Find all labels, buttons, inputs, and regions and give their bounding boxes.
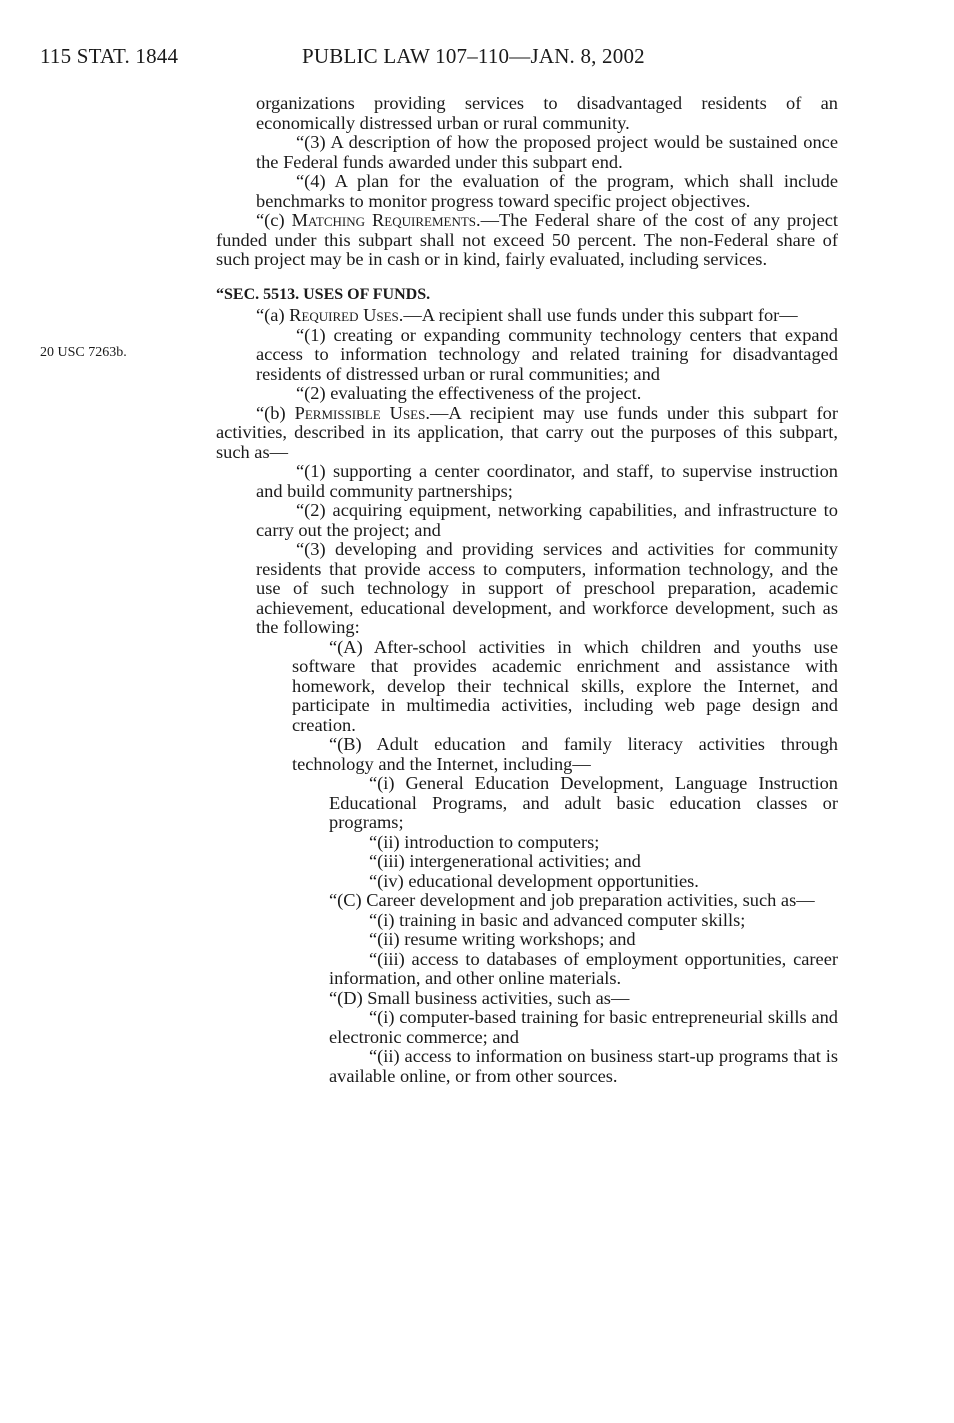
clause-B-iv: “(iv) educational development opportunities. [369,870,699,891]
subsection-label: “(a) [256,305,290,325]
subsection-label: “(b) [256,402,295,423]
paragraph-b3-item: “(3) A description of how the proposed project would be sustained once the Federal funds awarded under this subpart end. [256,132,838,172]
subsection-label: “(c) [256,210,292,230]
paragraph-b4-item: “(4) A plan for the evaluation of the program, which shall include benchmarks to monitor progress toward specific project objectives. [256,171,838,211]
clause-D-i: “(i) computer-based training for basic entrepreneurial skills and electronic commerce; and [329,1007,838,1047]
clause-B-i: “(i) General Education Development, Language Instruction Educational Programs, and adult basic education classes or programs; [329,773,838,832]
stat-page-number: 115 STAT. 1844 [40,44,179,68]
margin-citation: 20 USC 7263b. [40,345,127,360]
subsection-heading: Permissible Uses. [294,402,430,423]
subsection-a [216,306,838,326]
subparagraph-D: “(D) Small business activities, such as— [329,987,630,1008]
paragraph-a1: “(1) creating or expanding community technology centers that expand access to information technology and related training for disadvantaged residents of distressed urban or rural communities; and [256,324,838,384]
document-body [216,94,838,1086]
subparagraph-C: “(C) Career development and job preparation activities, such as— [329,890,815,910]
subparagraph-B: “(B) Adult education and family literacy activities through technology and the Internet, including— [292,734,838,774]
subsection-heading: Required Uses. [289,305,404,325]
paragraph-a2: “(2) evaluating the effectiveness of the project. [296,383,642,403]
subsection-heading: Matching Requirements. [291,210,481,230]
paragraph-b1: “(1) supporting a center coordinator, and staff, to supervise instruction and build community partnerships; [256,461,838,501]
paragraph-b3: “(3) developing and providing services and activities for community residents that provide access to computers, information technology, and the use of such technology in support of preschool preparation, academic achievement, educational development, and workforce development, such as the following: [256,539,838,637]
clause-C-ii: “(ii) resume writing workshops; and [369,929,636,949]
section-heading: “SEC. 5513. USES OF FUNDS. [216,285,431,303]
clause-C-i: “(i) training in basic and advanced computer skills; [369,909,746,930]
subsection-text: —The Federal share of the cost of any project funded under this subpart shall not exceed 50 percent. The non-Federal share of such project may be in cash or in kind, fairly evaluated, including services. [216,210,839,269]
subparagraph-A: “(A) After-school activities in which children and youths use software that provides academic enrichment and assistance with homework, develop their technical skills, explore the Internet, and participate in multimedia activities, including web page design and creation. [292,636,838,735]
clause-B-ii: “(ii) introduction to computers; [369,831,600,852]
subsection-text: —A recipient shall use funds under this subpart for— [403,305,798,325]
law-title: PUBLIC LAW 107–110—JAN. 8, 2002 [302,44,645,68]
subsection-text: —A recipient may use funds under this subpart for activities, described in its application, that carry out the purposes of this subpart, such as— [216,402,838,462]
clause-D-ii: “(ii) access to information on business start-up programs that is available online, or from other sources. [329,1046,838,1086]
paragraph-b2: “(2) acquiring equipment, networking capabilities, and infrastructure to carry out the project; and [256,500,838,540]
clause-B-iii: “(iii) intergenerational activities; and [369,851,641,871]
subsection-b [216,404,838,463]
paragraph-continuation: organizations providing services to disadvantaged residents of an economically distressed urban or rural community. [256,93,838,133]
paragraph-matching-requirements [216,211,838,270]
clause-C-iii: “(iii) access to databases of employment opportunities, career information, and other online materials. [329,948,838,988]
